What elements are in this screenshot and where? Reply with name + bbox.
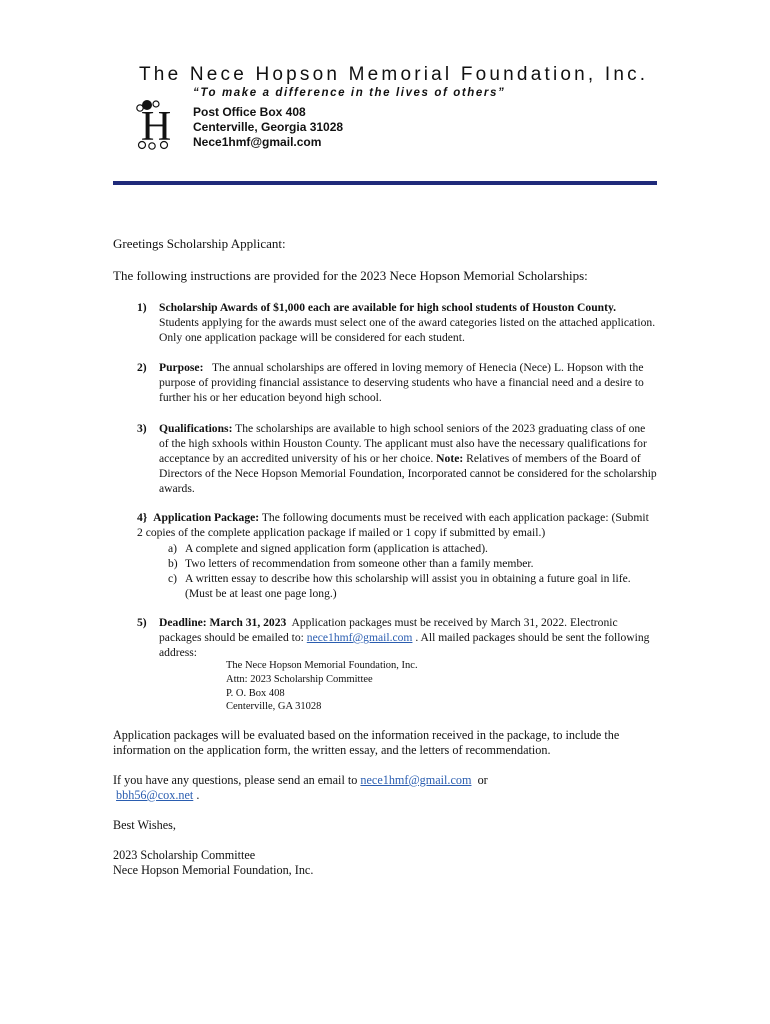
intro-text: The following instructions are provided for the 2023 Nece Hopson Memorial Scholarships:	[113, 268, 588, 283]
closing: Best Wishes,	[113, 818, 176, 832]
sub-letter: b)	[168, 557, 178, 570]
instruction-item-2	[137, 360, 657, 405]
instruction-item-1	[137, 300, 657, 345]
signature-line-1: 2023 Scholarship Committee	[113, 848, 256, 862]
or-text: or	[477, 773, 488, 787]
item-text: The following documents must be received with each application package: (Submit 2 copies of the complete application package if mailed or 1 copy if submitted by email.)	[137, 511, 649, 539]
item-number: 5)	[137, 616, 147, 629]
item-text: The annual scholarships are offered in loving memory of Henecia (Nece) L. Hopson with the purpose of providing financial assistance to deserving students who have a financial need and a desire to further his or her education beyond high school.	[159, 361, 644, 404]
sub-text: A complete and signed application form (application is attached).	[185, 542, 488, 555]
deadline-email-link[interactable]: nece1hmf@gmail.com	[306, 631, 413, 644]
mailing-address-line-2: Attn: 2023 Scholarship Committee	[226, 674, 373, 685]
mailing-address-line-4: Centerville, GA 31028	[226, 701, 322, 712]
logo-letter: H	[140, 104, 172, 150]
item-number: 2)	[137, 361, 147, 374]
period: .	[196, 788, 200, 802]
mailing-address-line-3: P. O. Box 408	[226, 688, 285, 699]
foundation-logo	[134, 99, 178, 151]
sub-letter: a)	[168, 542, 178, 555]
sub-text: A written essay to describe how this scholarship will assist you in obtaining a future goal in life. (Must be at least one page long.)	[185, 572, 631, 600]
sub-item-a	[168, 541, 658, 556]
address-line-1: Post Office Box 408	[193, 105, 306, 119]
questions-email-link-2[interactable]: bbh56@cox.net	[116, 788, 194, 802]
item-heading: Application Package:	[153, 511, 260, 524]
instruction-item-4	[137, 510, 657, 540]
signature-line-2: Nece Hopson Memorial Foundation, Inc.	[113, 863, 314, 877]
organization-name: The Nece Hopson Memorial Foundation, Inc.	[139, 64, 649, 85]
motto: “To make a difference in the lives of others”	[193, 87, 506, 99]
sub-text: Two letters of recommendation from someone other than a family member.	[185, 557, 534, 570]
header-email: Nece1hmf@gmail.com	[193, 135, 322, 149]
questions-paragraph	[113, 773, 658, 803]
note-label: Note:	[436, 452, 464, 465]
item-number: 4}	[137, 511, 148, 524]
questions-email-link-1[interactable]: nece1hmf@gmail.com	[360, 773, 472, 787]
item-text: Students applying for the awards must select one of the award categories listed on the attached application. Only one application package will be considered for each student.	[159, 316, 656, 344]
item-heading: Qualifications:	[159, 422, 233, 435]
sub-item-c	[168, 571, 658, 601]
item-heading: Deadline: March 31, 2023	[159, 616, 287, 629]
note-text: Relatives of members of the Board of Directors of the Nece Hopson Memorial Foundation, Incorporated cannot be considered for the scholarship awards.	[159, 452, 657, 495]
instruction-item-3	[137, 421, 657, 496]
evaluation-text: Application packages will be evaluated based on the information received in the package, to include the information on the application form, the written essay, and the letters of recommendation.	[113, 728, 620, 757]
mailing-address-line-1: The Nece Hopson Memorial Foundation, Inc.	[226, 660, 418, 671]
questions-text: If you have any questions, please send an email to	[113, 773, 358, 787]
sub-item-b	[168, 556, 658, 571]
item-text: The scholarships are available to high school seniors of the 2023 graduating class of one of the high sxhools within Houston County. The applicant must also have the necessary qualifications for acceptance by an accredited university of his or her choice.	[159, 422, 647, 465]
item-text-continued: . All mailed packages should be sent the following address:	[159, 631, 650, 659]
sub-letter: c)	[168, 572, 178, 585]
greeting: Greetings Scholarship Applicant:	[113, 236, 286, 251]
item-heading: Scholarship Awards of $1,000 each are available for high school students of Houston County.	[159, 301, 617, 314]
address-line-2: Centerville, Georgia 31028	[193, 120, 344, 134]
item-number: 3)	[137, 422, 147, 435]
instruction-item-5	[137, 615, 657, 660]
item-text: Application packages must be received by March 31, 2022. Electronic packages should be emailed to:	[159, 616, 618, 644]
header-divider	[113, 181, 657, 185]
item-heading: Purpose:	[159, 361, 204, 374]
item-number: 1)	[137, 301, 147, 314]
